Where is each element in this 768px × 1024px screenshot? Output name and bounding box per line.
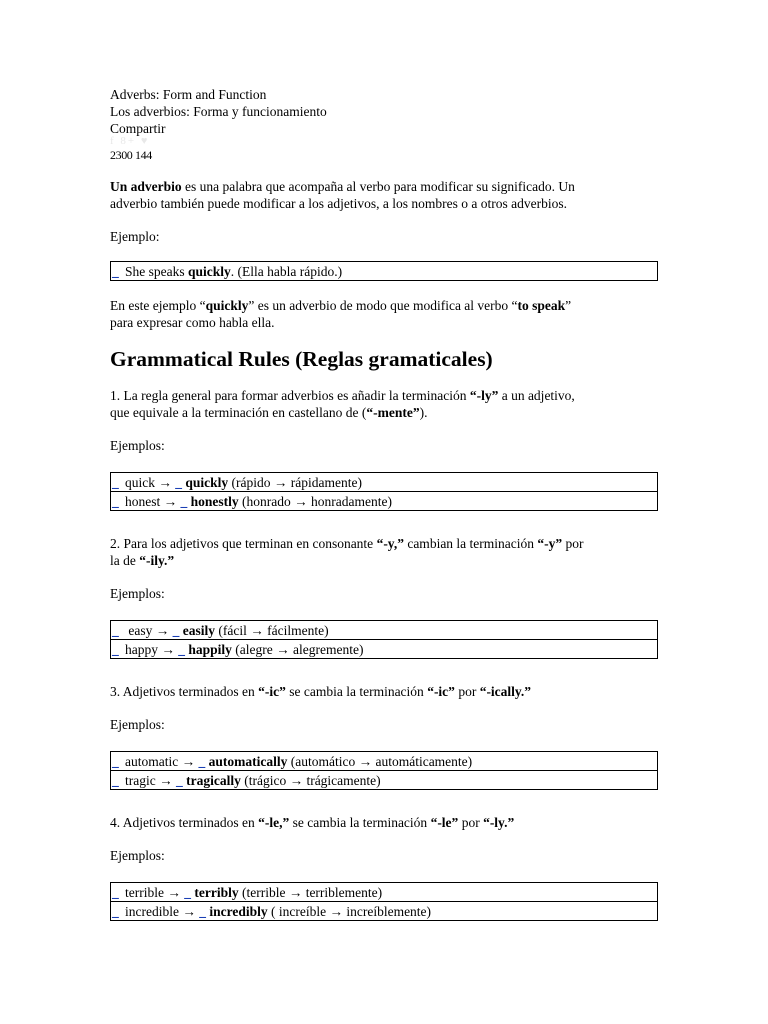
example-conversion-cell	[123, 621, 658, 640]
row-marker-link[interactable]: _	[112, 903, 119, 919]
examples-label: Ejemplos:	[110, 848, 165, 863]
table-row	[111, 640, 658, 659]
row-marker-link[interactable]: _	[112, 622, 119, 638]
rule-1-examples-table	[110, 472, 658, 511]
rules-list	[110, 387, 658, 921]
spanish-gloss: (terrible → terriblemente)	[238, 884, 383, 900]
example-conversion-cell	[123, 883, 658, 902]
spanish-gloss: (honrado → honradamente)	[238, 493, 392, 509]
share-counts: 2300 144	[110, 148, 152, 162]
row-marker-link[interactable]: _	[112, 474, 119, 490]
row-marker-link[interactable]: _	[112, 493, 119, 509]
spanish-gloss: ( increíble → increíblemente)	[267, 903, 432, 919]
table-row	[111, 492, 658, 511]
adjective-base: quick →	[125, 474, 176, 490]
spanish-gloss: (rápido → rápidamente)	[228, 474, 362, 490]
adjective-base: honest →	[125, 493, 181, 509]
inline-link-marker[interactable]: _	[184, 884, 191, 900]
intro-text-line2: adverbio también puede modificar a los adjetivos, a los nombres o a otros adverbios.	[110, 196, 568, 211]
inline-link-marker[interactable]: _	[199, 903, 206, 919]
rule-text: se cambia la terminación	[289, 815, 431, 830]
row-marker-cell	[111, 621, 124, 640]
explanation-bold-verb: to speak	[517, 298, 566, 313]
rule-bold-suffix: “-ily.”	[139, 553, 175, 568]
rule-4-text	[110, 814, 658, 831]
row-marker-cell	[111, 883, 124, 902]
example-label: Ejemplo:	[110, 229, 160, 244]
adverb-form: automatically	[205, 753, 288, 769]
adverb-form: honestly	[187, 493, 239, 509]
intro-bold-term: Un adverbio	[110, 179, 182, 194]
rule-bold-suffix: “-y,”	[376, 536, 404, 551]
rule-bold-suffix: “-le,”	[258, 815, 290, 830]
row-marker-cell	[111, 771, 124, 790]
intro-paragraph	[110, 178, 658, 212]
inline-link-marker[interactable]: _	[178, 641, 185, 657]
row-marker-link[interactable]: _	[112, 263, 119, 279]
example-conversion-cell	[123, 473, 658, 492]
rule-text: 1. La regla general para formar adverbios es añadir la terminación	[110, 388, 470, 403]
rule-2-examples-table	[110, 620, 658, 659]
intro-text-line1: es una palabra que acompaña al verbo para modificar su significado. Un	[181, 179, 575, 194]
adjective-base: tragic →	[125, 772, 176, 788]
row-marker-cell	[111, 640, 124, 659]
spanish-gloss: (automático → automáticamente)	[287, 753, 473, 769]
title-english: Adverbs: Form and Function	[110, 87, 267, 102]
explanation-text: ” es un adverbio de modo que modifica al verbo “	[248, 298, 518, 313]
rule-text: ).	[419, 405, 428, 420]
rule-text: 4. Adjetivos terminados en	[110, 815, 259, 830]
rule-bold-suffix: “-le”	[430, 815, 459, 830]
rule-text: que equivale a la terminación en castellano de (	[110, 405, 367, 420]
example-conversion-cell	[123, 902, 658, 921]
rule-bold-suffix: “-ly”	[469, 388, 499, 403]
row-marker-link[interactable]: _	[112, 641, 119, 657]
explanation-text-line2: para expresar como habla ella.	[110, 315, 275, 330]
table-row	[111, 902, 658, 921]
example-bold-word: quickly	[188, 263, 231, 279]
rule-text: a un adjetivo,	[498, 388, 575, 403]
inline-link-marker[interactable]: _	[172, 622, 180, 638]
row-marker-cell	[111, 262, 124, 281]
title-spanish: Los adverbios: Forma y funcionamiento	[110, 104, 327, 119]
row-marker-link[interactable]: _	[112, 884, 119, 900]
rule-bold-suffix: “-mente”	[366, 405, 420, 420]
rule-text: la de	[110, 553, 140, 568]
table-row	[111, 621, 658, 640]
table-row	[111, 771, 658, 790]
rule-3-text	[110, 683, 658, 700]
rule-text: por	[454, 684, 480, 699]
explanation-bold-adverb: quickly	[205, 298, 249, 313]
rule-1-text	[110, 387, 658, 421]
adverb-form: tragically	[182, 772, 241, 788]
example-conversion-cell	[123, 492, 658, 511]
adverb-form: terribly	[190, 884, 239, 900]
spanish-gloss: (alegre → alegremente)	[231, 641, 364, 657]
example-text: She speaks	[125, 263, 188, 279]
section-title: Grammatical Rules (Reglas gramaticales)	[110, 347, 493, 371]
social-share-icons[interactable]: f 8+ ♥	[110, 135, 150, 147]
rule-bold-suffix: “-ly.”	[483, 815, 515, 830]
rule-4-examples-table	[110, 882, 658, 921]
inline-link-marker[interactable]: _	[175, 474, 182, 490]
spanish-gloss: (trágico → trágicamente)	[240, 772, 381, 788]
document-page	[110, 86, 658, 921]
example-table	[110, 261, 658, 281]
adjective-base: incredible →	[125, 903, 200, 919]
row-marker-cell	[111, 902, 124, 921]
table-row	[111, 752, 658, 771]
adjective-base: happy →	[125, 641, 179, 657]
rule-bold-suffix: “-ic”	[258, 684, 286, 699]
adverb-form: easily	[179, 622, 215, 638]
row-marker-cell	[111, 752, 124, 771]
rule-text: 2. Para los adjetivos que terminan en consonante	[110, 536, 377, 551]
table-row	[111, 262, 658, 281]
row-marker-cell	[111, 492, 124, 511]
rule-bold-suffix: “-y”	[537, 536, 563, 551]
spanish-gloss: (fácil → fácilmente)	[215, 622, 329, 638]
rule-text: 3. Adjetivos terminados en	[110, 684, 259, 699]
example-conversion-cell	[123, 640, 658, 659]
adverb-form: incredibly	[205, 903, 268, 919]
explanation-paragraph	[110, 297, 658, 331]
adjective-base: automatic →	[125, 753, 199, 769]
adjective-base: terrible →	[125, 884, 185, 900]
rule-text: por	[562, 536, 584, 551]
adjective-base: easy →	[125, 622, 173, 638]
rule-2-text	[110, 535, 658, 569]
rule-text: por	[458, 815, 484, 830]
adverb-form: quickly	[182, 474, 229, 490]
example-translation: . (Ella habla rápido.)	[230, 263, 343, 279]
rule-text: se cambia la terminación	[285, 684, 428, 699]
share-label[interactable]: Compartir	[110, 121, 166, 136]
example-conversion-cell	[123, 752, 658, 771]
explanation-text: ”	[565, 298, 572, 313]
examples-label: Ejemplos:	[110, 438, 165, 453]
rule-text: cambian la terminación	[403, 536, 538, 551]
inline-link-marker[interactable]: _	[175, 772, 183, 788]
table-row	[111, 473, 658, 492]
rule-3-examples-table	[110, 751, 658, 790]
adverb-form: happily	[185, 641, 232, 657]
row-marker-link[interactable]: _	[112, 772, 119, 788]
table-row	[111, 883, 658, 902]
example-sentence-cell	[123, 262, 658, 281]
inline-link-marker[interactable]: _	[198, 753, 206, 769]
explanation-text: En este ejemplo “	[110, 298, 206, 313]
examples-label: Ejemplos:	[110, 717, 165, 732]
example-conversion-cell	[123, 771, 658, 790]
row-marker-link[interactable]: _	[112, 753, 119, 769]
examples-label: Ejemplos:	[110, 586, 165, 601]
row-marker-cell	[111, 473, 124, 492]
rule-bold-suffix: “-ic”	[427, 684, 455, 699]
inline-link-marker[interactable]: _	[180, 493, 188, 509]
rule-bold-suffix: “-ically.”	[479, 684, 532, 699]
